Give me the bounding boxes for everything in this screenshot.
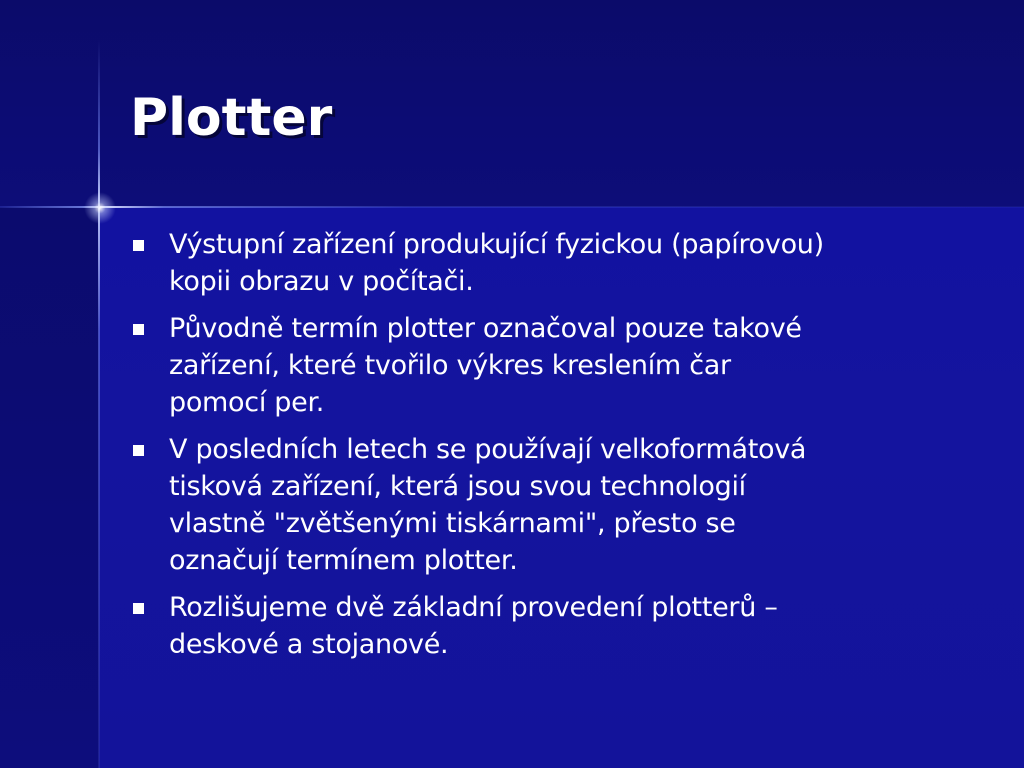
bullet-text-line: Původně termín plotter označoval pouze takové: [169, 313, 802, 344]
bullet-text-line: kopii obrazu v počítači.: [169, 266, 474, 297]
bullet-text-line: zařízení, které tvořilo výkres kreslením čar: [169, 350, 731, 381]
bullet-text-line: označují termínem plotter.: [169, 545, 518, 576]
star-sparkle-icon: [84, 192, 116, 224]
square-bullet-icon: [133, 324, 144, 335]
left-band: [0, 207, 99, 768]
bullet-item: [130, 226, 990, 300]
bullet-item: [130, 589, 990, 663]
bullet-item: [130, 310, 990, 421]
bullet-text-line: V posledních letech se používají velkoformátová: [169, 434, 807, 465]
bullet-text-line: deskové a stojanové.: [169, 629, 449, 660]
square-bullet-icon: [133, 445, 144, 456]
bullet-item: [130, 431, 990, 579]
bullet-text-line: pomocí per.: [169, 387, 325, 418]
bullet-text-line: tisková zařízení, která jsou svou technologií: [169, 471, 746, 502]
square-bullet-icon: [133, 240, 144, 251]
bullet-list: [130, 226, 990, 673]
bullet-text-line: Výstupní zařízení produkující fyzickou (papírovou): [169, 229, 824, 260]
bullet-text-line: Rozlišujeme dvě základní provedení plotterů –: [169, 592, 778, 623]
horizontal-accent-line: [0, 206, 1024, 208]
square-bullet-icon: [133, 603, 144, 614]
vertical-accent-line: [98, 40, 100, 768]
slide-title: Plotter: [130, 88, 333, 148]
bullet-text-line: vlastně "zvětšenými tiskárnami", přesto se: [169, 508, 736, 539]
